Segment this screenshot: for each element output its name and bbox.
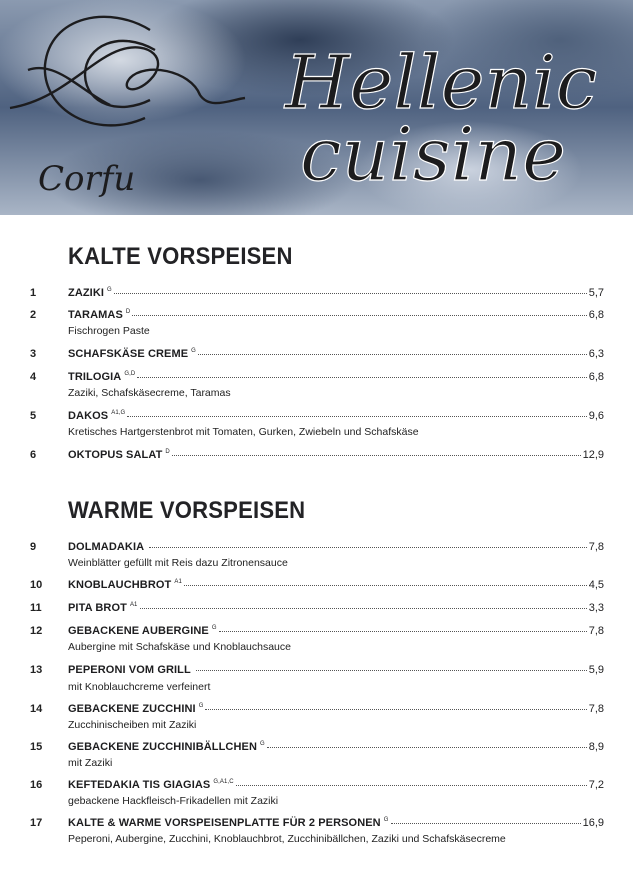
item-description: Zaziki, Schafskäsecreme, Taramas bbox=[68, 387, 231, 399]
item-number: 15 bbox=[30, 741, 43, 753]
item-price: 6,3 bbox=[588, 348, 604, 360]
item-name: TARAMAS $^D$ bbox=[68, 309, 131, 321]
item-price: 6,8 bbox=[588, 309, 604, 321]
allergen-code: G,A1,C bbox=[213, 779, 234, 786]
dot-leader bbox=[132, 315, 586, 316]
item-name: KALTE & WARME VORSPEISENPLATTE FÜR 2 PERSONEN $^G$ bbox=[68, 817, 389, 829]
item-price: 16,9 bbox=[582, 817, 604, 829]
item-number: 2 bbox=[30, 309, 37, 321]
dot-leader bbox=[127, 416, 586, 417]
item-description: gebackene Hackfleisch-Frikadellen mit Zaziki bbox=[68, 795, 279, 807]
item-name: PEPERONI VOM GRILL bbox=[68, 664, 191, 676]
item-name: TRILOGIA $^{G,D}$ bbox=[68, 371, 136, 383]
allergen-code: A1,G bbox=[111, 410, 126, 417]
allergen-code: D bbox=[165, 449, 170, 456]
allergen-code: G bbox=[198, 703, 204, 710]
item-price: 8,9 bbox=[588, 741, 604, 753]
dot-leader bbox=[205, 709, 586, 710]
item-name: KEFTEDAKIA TIS GIAGIAS $^{G,A1,C}$ bbox=[68, 779, 234, 791]
item-name: GEBACKENE ZUCCHINI $^G$ bbox=[68, 703, 204, 715]
section-title-warme: WARME VORSPEISEN bbox=[68, 497, 306, 524]
item-description: Weinblätter gefüllt mit Reis dazu Zitronensauce bbox=[68, 557, 288, 569]
item-name: KNOBLAUCHBROT $^{A1}$ bbox=[68, 579, 182, 591]
item-price: 3,3 bbox=[588, 602, 604, 614]
item-name: OKTOPUS SALAT $^D$ bbox=[68, 449, 170, 461]
section-title-kalte: KALTE VORSPEISEN bbox=[68, 243, 293, 270]
dot-leader bbox=[140, 608, 587, 609]
dot-leader bbox=[184, 585, 587, 586]
item-number: 6 bbox=[30, 449, 37, 461]
item-number: 9 bbox=[30, 541, 37, 553]
item-name: DOLMADAKIA bbox=[68, 541, 145, 553]
allergen-code: G bbox=[107, 287, 112, 294]
item-description: mit Knoblauchcreme verfeinert bbox=[68, 681, 211, 693]
allergen-code: A1 bbox=[129, 602, 138, 609]
item-number: 17 bbox=[30, 817, 43, 829]
dot-leader bbox=[236, 785, 587, 786]
item-description: Aubergine mit Schafskäse und Knoblauchsauce bbox=[68, 641, 291, 653]
dot-leader bbox=[267, 747, 587, 748]
allergen-code: D bbox=[125, 309, 131, 316]
dot-leader bbox=[198, 354, 587, 355]
item-description: mit Zaziki bbox=[68, 757, 113, 769]
dot-leader bbox=[114, 293, 587, 294]
dot-leader bbox=[219, 631, 587, 632]
header-banner bbox=[0, 0, 633, 215]
item-number: 3 bbox=[30, 348, 37, 360]
item-number: 4 bbox=[30, 371, 37, 383]
item-name: PITA BROT $^{A1}$ bbox=[68, 602, 138, 614]
allergen-code: G bbox=[211, 625, 217, 632]
item-number: 10 bbox=[30, 579, 43, 591]
item-number: 11 bbox=[30, 602, 42, 614]
item-number: 14 bbox=[30, 703, 43, 715]
banner-artwork bbox=[0, 0, 633, 215]
item-description: Zucchinischeiben mit Zaziki bbox=[68, 719, 197, 731]
item-price: 7,8 bbox=[588, 625, 604, 637]
item-name: SCHAFSKÄSE CREME $^G$ bbox=[68, 348, 196, 360]
dot-leader bbox=[137, 377, 586, 378]
item-price: 12,9 bbox=[582, 449, 604, 461]
item-name: ZAZIKI $^G$ bbox=[68, 287, 112, 299]
item-price: 4,5 bbox=[588, 579, 604, 591]
item-price: 7,2 bbox=[588, 779, 604, 791]
item-description: Fischrogen Paste bbox=[68, 325, 150, 337]
item-name: GEBACKENE ZUCCHINIBÄLLCHEN $^G$ bbox=[68, 741, 265, 753]
banner-title-line2: cuisine bbox=[300, 112, 566, 198]
item-number: 16 bbox=[30, 779, 43, 791]
allergen-code: G bbox=[260, 741, 265, 748]
dot-leader bbox=[172, 455, 581, 456]
item-number: 12 bbox=[30, 625, 43, 637]
item-description: Kretisches Hartgerstenbrot mit Tomaten, Gurken, Zwiebeln und Schafskäse bbox=[68, 426, 419, 438]
item-number: 13 bbox=[30, 664, 43, 676]
banner-title-line1: Hellenic bbox=[285, 40, 598, 126]
item-price: 6,8 bbox=[588, 371, 604, 383]
item-number: 5 bbox=[30, 410, 37, 422]
item-price: 9,6 bbox=[588, 410, 604, 422]
allergen-code: G bbox=[383, 817, 389, 824]
item-name: DAKOS $^{A1,G}$ bbox=[68, 410, 126, 422]
allergen-code: G,D bbox=[124, 371, 136, 378]
dot-leader bbox=[391, 823, 581, 824]
item-price: 7,8 bbox=[588, 703, 604, 715]
item-number: 1 bbox=[30, 287, 37, 299]
item-name: GEBACKENE AUBERGINE $^G$ bbox=[68, 625, 217, 637]
allergen-code: A1 bbox=[174, 579, 182, 586]
item-price: 7,8 bbox=[588, 541, 604, 553]
allergen-code: G bbox=[191, 348, 196, 355]
corfu-logo bbox=[10, 17, 245, 126]
item-price: 5,7 bbox=[588, 287, 604, 299]
corfu-logo-text: Corfu bbox=[38, 159, 136, 199]
dot-leader bbox=[196, 670, 587, 671]
item-description: Peperoni, Aubergine, Zucchini, Knoblauchbrot, Zucchinibällchen, Zaziki und Schafskäsecreme bbox=[68, 833, 506, 845]
dot-leader bbox=[149, 547, 587, 548]
item-price: 5,9 bbox=[588, 664, 604, 676]
